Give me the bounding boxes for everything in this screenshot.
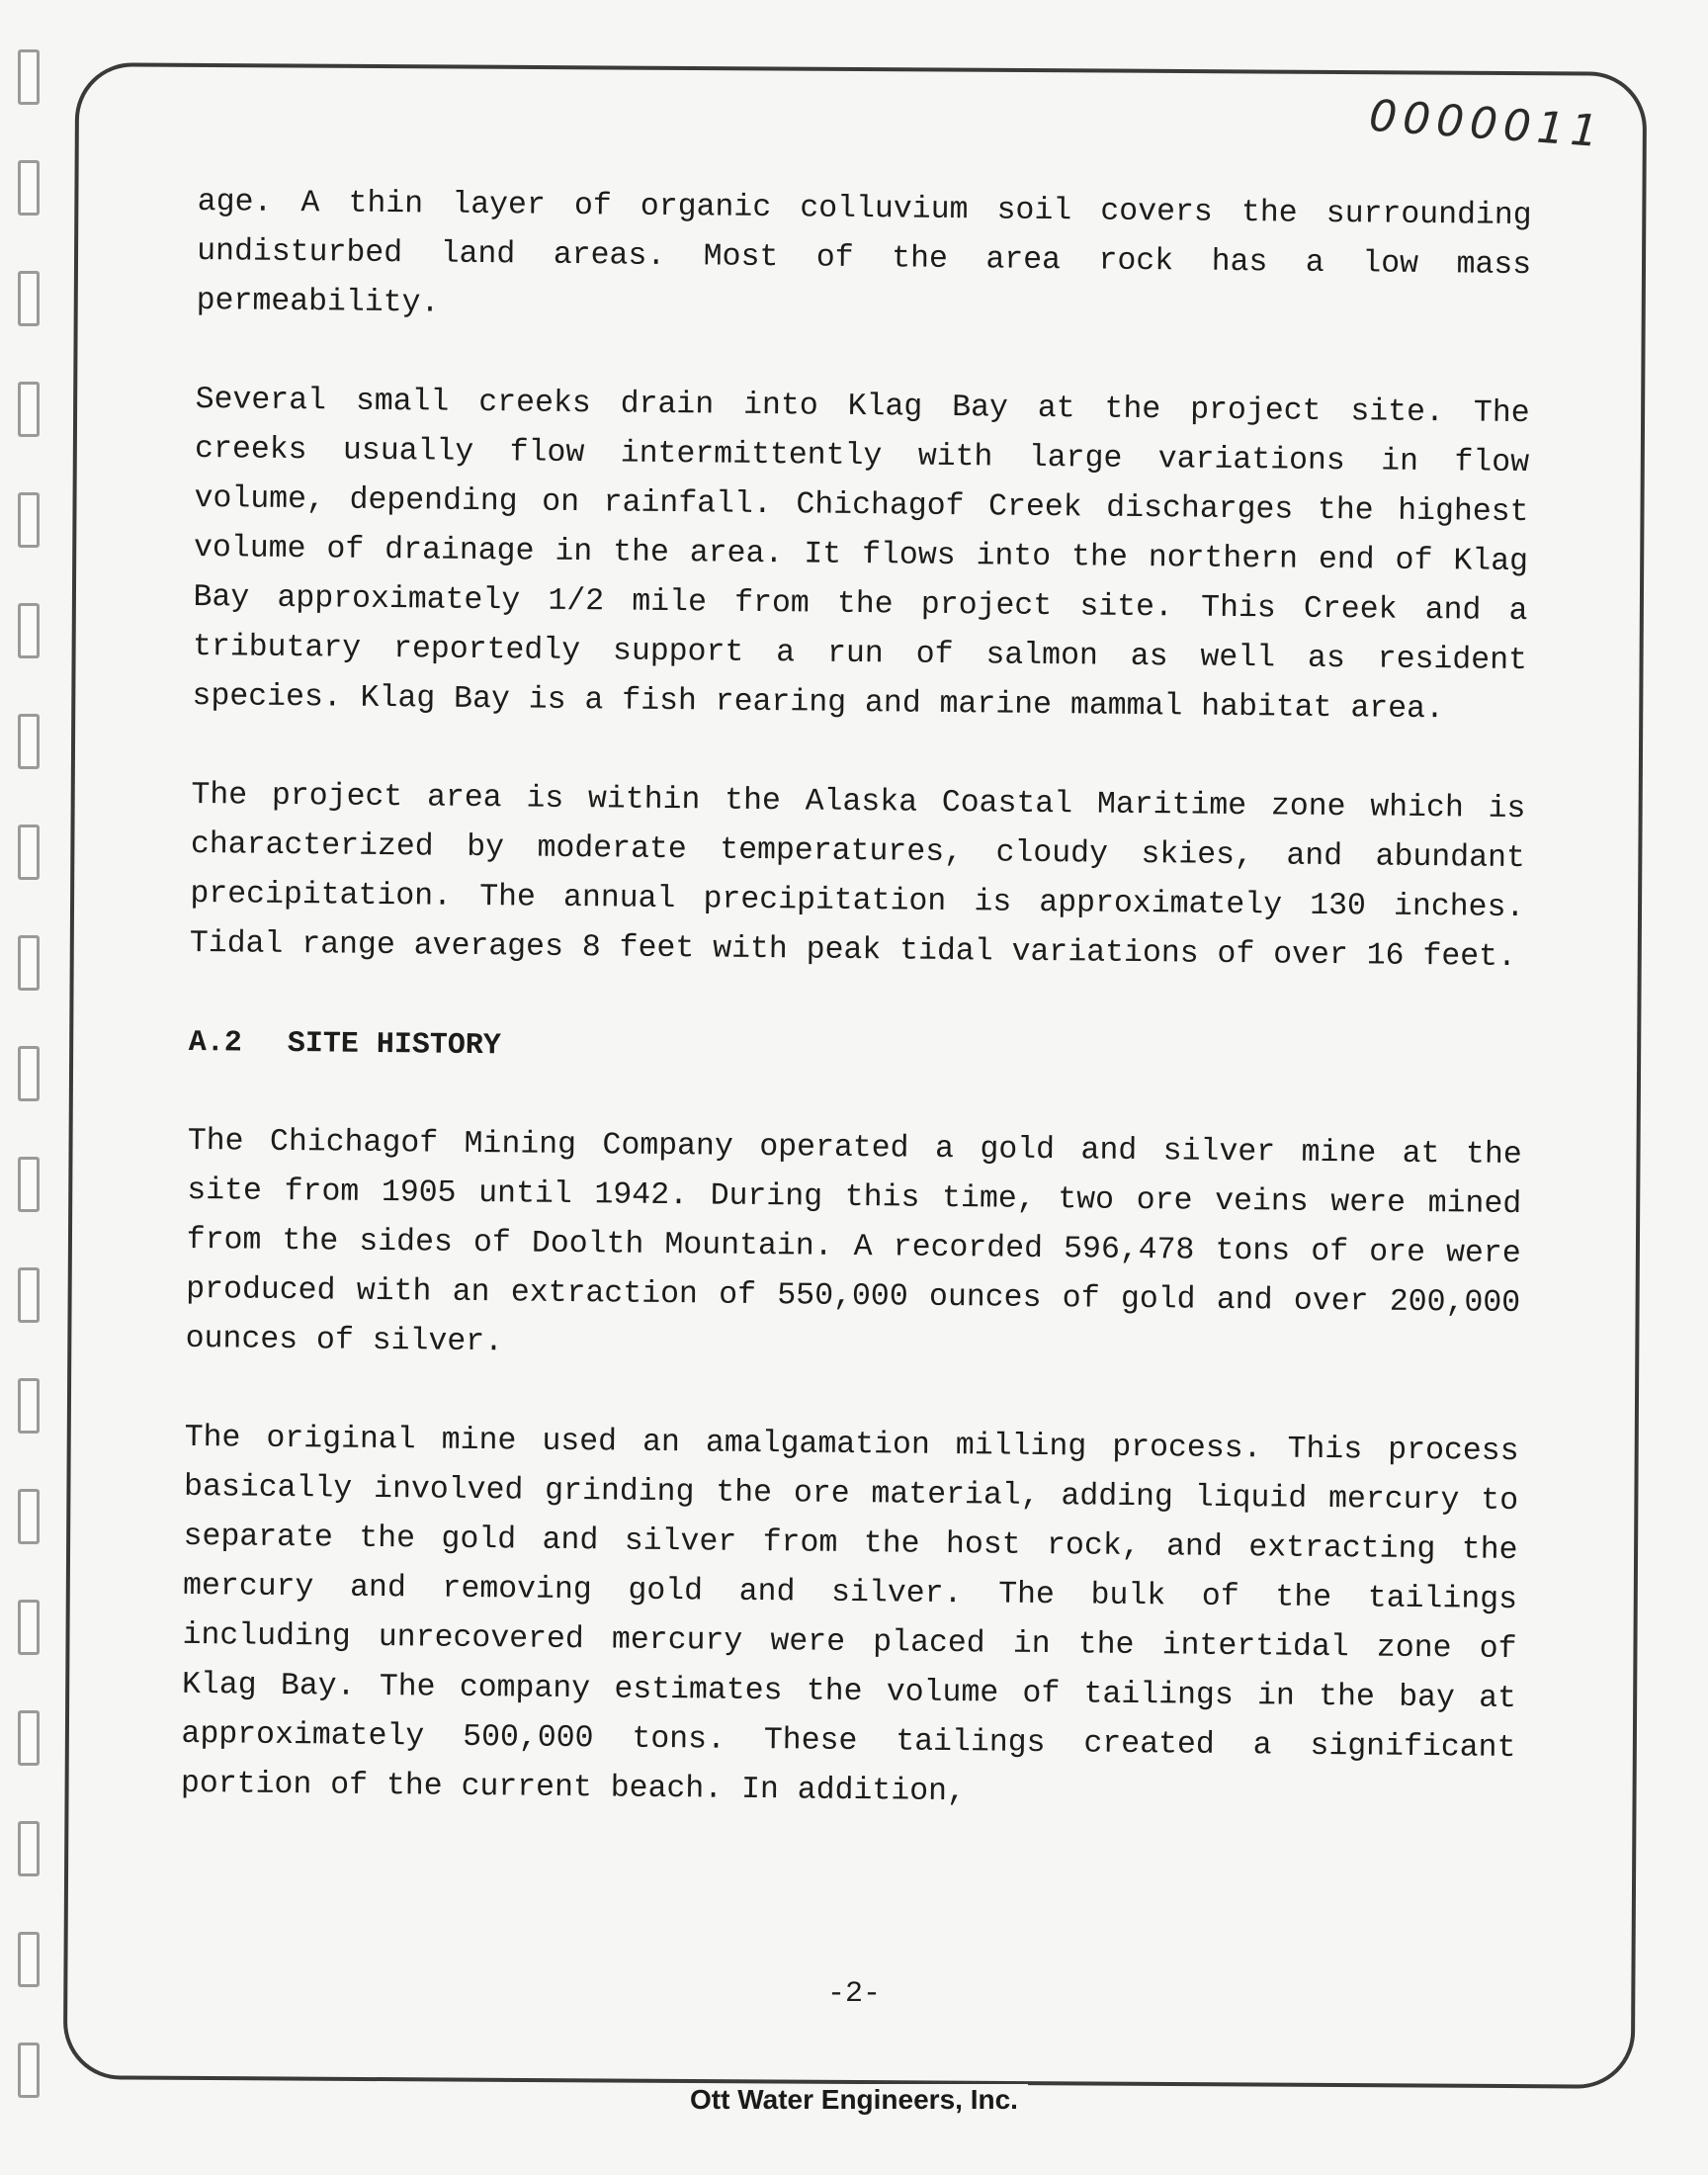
- paragraph-milling-process: The original mine used an amalgamation milling process. This process basically involved grinding the ore material, adding liquid mercury to separate the gold and silver from the host rock, and extracting the mercury and removing gold and silver. The bulk of the tailings including unrecovered mercury were placed in the intertidal zone of Klag Bay. The company estimates the volume of tailings in the bay at approximately 500,000 tons. These tailings created a significant portion of the current beach. In addition,: [180, 1420, 1519, 1810]
- binder-hole: [18, 603, 40, 658]
- binder-hole: [18, 1600, 40, 1655]
- binder-hole: [18, 1821, 40, 1876]
- binder-hole: [18, 1046, 40, 1101]
- binder-hole: [18, 1378, 40, 1434]
- binder-holes: [8, 40, 47, 2116]
- page-number: -2-: [826, 1977, 881, 2011]
- binder-hole: [18, 49, 40, 105]
- binder-hole: [18, 1710, 40, 1766]
- section-number: A.2: [188, 1025, 243, 1061]
- footer: [0, 2084, 1708, 2116]
- binder-hole: [18, 1267, 40, 1323]
- binder-hole: [18, 1489, 40, 1544]
- binder-hole: [18, 714, 40, 769]
- paragraph-geology: age. A thin layer of organic colluvium soil covers the surrounding undisturbed land areas. Most of the area rock has a low mass permeability.: [196, 184, 1532, 321]
- binder-hole: [18, 935, 40, 991]
- binder-hole: [18, 271, 40, 326]
- paragraph-climate: The project area is within the Alaska Coastal Maritime zone which is characterized by moderate temperatures, cloudy skies, and abundant precipitation. The annual precipitation is approximately 130 inches. Tidal range averages 8 feet with peak tidal variations of over 16 feet.: [189, 777, 1526, 976]
- paragraph-creeks: Several small creeks drain into Klag Bay at the project site. The creeks usually flow intermittently with large variations in flow volume, depending on rainfall. Chichagof Creek discharges the highest volume of drainage in the area. It flows into the northern end of Klag Bay approximately 1/2 mile from the project site. This Creek and a tributary reportedly support a run of salmon as well as resident species. Klag Bay is a fish rearing and marine mammal habitat area.: [192, 382, 1530, 728]
- binder-hole: [18, 1157, 40, 1212]
- binder-hole: [18, 492, 40, 548]
- binder-hole: [18, 382, 40, 437]
- section-title: SITE HISTORY: [287, 1027, 502, 1064]
- paragraph-mining-history: The Chichagof Mining Company operated a gold and silver mine at the site from 1905 until 1942. During this time, two ore veins were mined from the sides of Doolth Mountain. A recorded 596,478 tons of ore were produced with an extraction of 550,000 ounces of gold and over 200,000 ounces of silver.: [185, 1123, 1522, 1360]
- footer-company-name: Ott Water Engineers, Inc.: [680, 2084, 1028, 2115]
- binder-hole: [18, 825, 40, 880]
- page-body: [180, 178, 1532, 1872]
- section-heading: [189, 1018, 1523, 1082]
- binder-hole: [18, 160, 40, 216]
- document-number: 0000011: [1367, 90, 1606, 158]
